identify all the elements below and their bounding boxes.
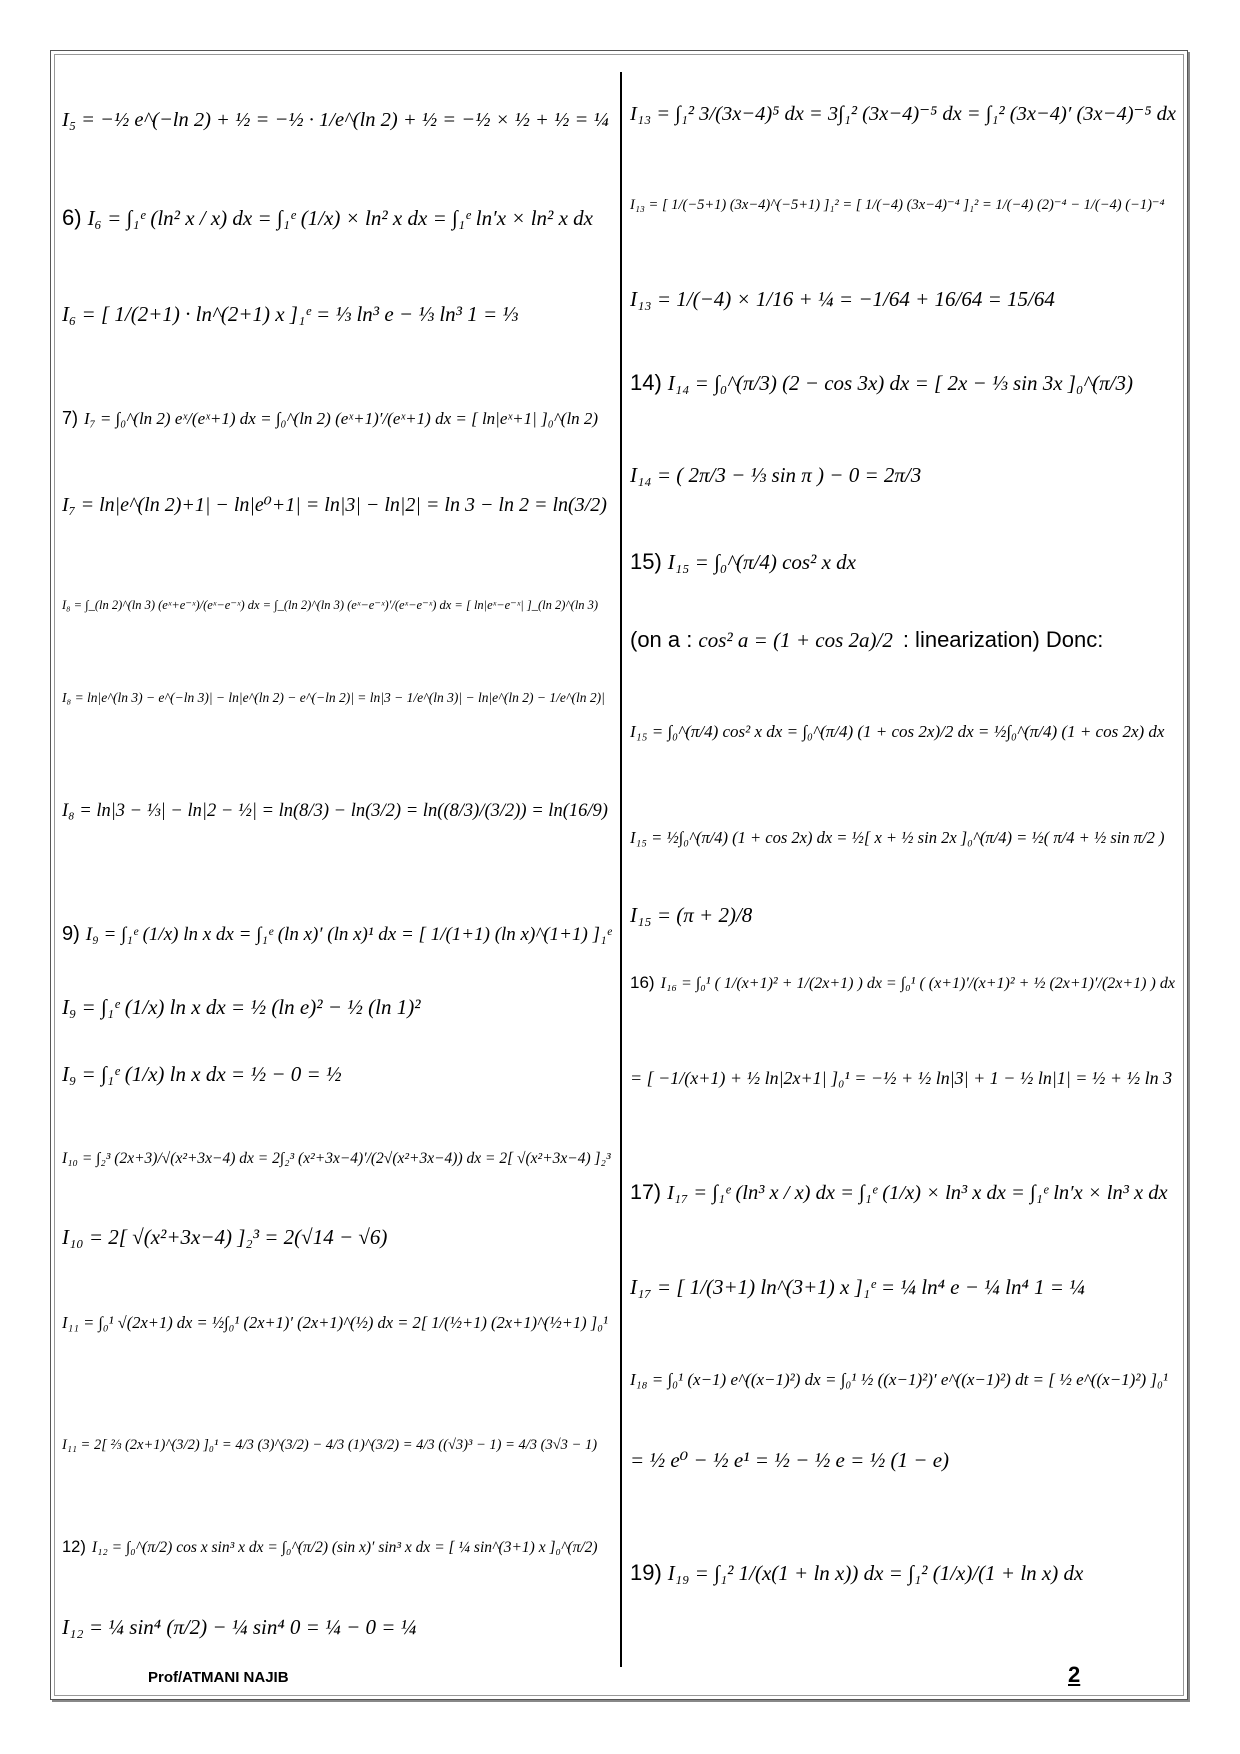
equation-line xyxy=(630,903,752,928)
exercise-number: (on a : xyxy=(630,627,693,652)
equation: I₁₅ = ∫₀^(π/4) cos² x dx xyxy=(667,550,856,574)
equation-line xyxy=(62,598,598,613)
equation: I₁₁ = 2[ ⅔ (2x+1)^(3/2) ]₀¹ = 4/3 (3)^(3/2) − 4/3 (1)^(3/2) = 4/3 ((√3)³ − 1) = 4/3 (3√3 − 1) xyxy=(62,1437,598,1453)
equation-line xyxy=(630,102,1176,127)
equation-line xyxy=(630,1275,1085,1300)
equation: = ½ e⁰ − ½ e¹ = ½ − ½ e = ½ (1 − e) xyxy=(630,1448,950,1472)
equation: I₁₅ = ∫₀^(π/4) cos² x dx = ∫₀^(π/4) (1 + cos 2x)/2 dx = ½∫₀^(π/4) (1 + cos 2x) dx xyxy=(630,722,1165,741)
note-text: : linearization) Donc: xyxy=(902,627,1104,652)
exercise-number: 17) xyxy=(630,1180,662,1204)
equation-line xyxy=(62,690,605,706)
equation-line xyxy=(62,1225,387,1250)
equation: I₆ = ∫₁ᵉ (ln² x / x) dx = ∫₁ᵉ (1/x) × ln² x dx = ∫₁ᵉ ln′x × ln² x dx xyxy=(87,206,593,230)
equation: I₁₄ = ∫₀^(π/3) (2 − cos 3x) dx = [ 2x − ⅓ sin 3x ]₀^(π/3) xyxy=(667,371,1133,395)
equation-line xyxy=(62,1150,611,1169)
exercise-number: 15) xyxy=(630,549,662,574)
equation-line xyxy=(630,973,1175,993)
equation: I₉ = ∫₁ᵉ (1/x) ln x dx = ½ − 0 = ½ xyxy=(62,1062,342,1086)
equation: I₇ = ∫₀^(ln 2) eˣ/(eˣ+1) dx = ∫₀^(ln 2) (eˣ+1)′/(eˣ+1) dx = [ ln|eˣ+1| ]₀^(ln 2) xyxy=(84,409,599,428)
exercise-number: 12) xyxy=(62,1538,86,1556)
equation: I₉ = ∫₁ᵉ (1/x) ln x dx = ½ (ln e)² − ½ (ln 1)² xyxy=(62,995,421,1019)
equation-line xyxy=(62,108,609,133)
equation-line xyxy=(630,463,921,488)
equation: I₁₉ = ∫₁² 1/(x(1 + ln x)) dx = ∫₁² (1/x)/(1 + ln x) dx xyxy=(667,1561,1084,1585)
equation-line xyxy=(630,627,1103,653)
equation: I₈ = ln|e^(ln 3) − e^(−ln 3)| − ln|e^(ln 2) − e^(−ln 2)| = ln|3 − 1/e^(ln 3)| − ln|e^(ln 2) − 1/e^(ln 2)| xyxy=(62,690,605,705)
equation-line xyxy=(62,1615,416,1640)
exercise-number: 6) xyxy=(62,205,82,230)
equation-line xyxy=(630,722,1164,742)
equation: I₈ = ln|3 − ⅓| − ln|2 − ½| = ln(8/3) − ln(3/2) = ln((8/3)/(3/2)) = ln(16/9) xyxy=(62,801,608,821)
equation: I₆ = [ 1/(2+1) · ln^(2+1) x ]₁ᵉ = ⅓ ln³ e − ⅓ ln³ 1 = ⅓ xyxy=(62,302,519,326)
equation: I₁₃ = [ 1/(−5+1) (3x−4)^(−5+1) ]₁² = [ 1/(−4) (3x−4)⁻⁴ ]₁² = 1/(−4) (2)⁻⁴ − 1/(−4) (−1)⁻⁴ xyxy=(630,197,1165,213)
equation: I₁₇ = [ 1/(3+1) ln^(3+1) x ]₁ᵉ = ¼ ln⁴ e − ¼ ln⁴ 1 = ¼ xyxy=(630,1275,1085,1299)
page-number: 2 xyxy=(1068,1662,1081,1687)
equation: I₉ = ∫₁ᵉ (1/x) ln x dx = ∫₁ᵉ (ln x)′ (ln x)¹ dx = [ 1/(1+1) (ln x)^(1+1) ]₁ᵉ xyxy=(85,924,612,945)
equation-line xyxy=(62,1313,608,1333)
equation-line xyxy=(630,1180,1168,1206)
equation-line xyxy=(62,1538,598,1558)
equation-line xyxy=(62,922,612,947)
equation: I₁₃ = ∫₁² 3/(3x−4)⁵ dx = 3∫₁² (3x−4)⁻⁵ dx = ∫₁² (3x−4)′ (3x−4)⁻⁵ dx xyxy=(630,103,1176,125)
equation-line xyxy=(62,800,608,822)
equation: I₁₁ = ∫₀¹ √(2x+1) dx = ½∫₀¹ (2x+1)′ (2x+1)^(½) dx = 2[ 1/(½+1) (2x+1)^(½+1) ]₀¹ xyxy=(62,1313,608,1332)
equation-line xyxy=(62,302,518,327)
equation: I₁₀ = 2[ √(x²+3x−4) ]₂³ = 2(√14 − √6) xyxy=(62,1225,388,1249)
equation: I₁₅ = (π + 2)/8 xyxy=(630,903,753,927)
equation: I₁₂ = ¼ sin⁴ (π/2) − ¼ sin⁴ 0 = ¼ − 0 = ¼ xyxy=(62,1615,417,1639)
equation-line xyxy=(62,205,593,231)
equation-line xyxy=(62,1437,597,1454)
equation: I₁₄ = ( 2π/3 − ⅓ sin π ) − 0 = 2π/3 xyxy=(630,463,922,487)
equation: I₁₅ = ½∫₀^(π/4) (1 + cos 2x) dx = ½[ x + ½ sin 2x ]₀^(π/4) = ½( π/4 + ½ sin π/2 ) xyxy=(630,828,1165,847)
exercise-number: 9) xyxy=(62,923,80,945)
equation-line xyxy=(62,408,598,430)
equation-line xyxy=(62,995,421,1020)
exercise-number: 14) xyxy=(630,370,662,395)
equation: I₈ = ∫_(ln 2)^(ln 3) (eˣ+e⁻ˣ)/(eˣ−e⁻ˣ) dx = ∫_(ln 2)^(ln 3) (eˣ−e⁻ˣ)′/(eˣ−e⁻ˣ) dx = [ ln|eˣ−e⁻ˣ| ]_(ln 2)^(ln 3) xyxy=(62,598,599,612)
equation: I₅ = −½ e^(−ln 2) + ½ = −½ · 1/e^(ln 2) + ½ = −½ × ½ + ½ = ¼ xyxy=(62,109,609,131)
equation-line xyxy=(630,1068,1172,1090)
equation-line xyxy=(630,828,1164,848)
equation-line xyxy=(630,370,1133,396)
equation-line xyxy=(630,549,856,575)
equation-line xyxy=(630,287,1055,312)
equation: I₁₆ = ∫₀¹ ( 1/(x+1)² + 1/(2x+1) ) dx = ∫₀¹ ( (x+1)′/(x+1)² + ½ (2x+1)′/(2x+1) ) dx xyxy=(660,975,1175,992)
equation: I₁₈ = ∫₀¹ (x−1) e^((x−1)²) dx = ∫₀¹ ½ ((x−1)²)′ e^((x−1)²) dt = [ ½ e^((x−1)²) ]₀¹ xyxy=(630,1370,1168,1389)
exercise-number: 16) xyxy=(630,973,655,992)
equation: I₁₂ = ∫₀^(π/2) cos x sin³ x dx = ∫₀^(π/2) (sin x)′ sin³ x dx = [ ¼ sin^(3+1) x ]₀^(π/2) xyxy=(91,1539,598,1556)
equation: I₁₀ = ∫₂³ (2x+3)/√(x²+3x−4) dx = 2∫₂³ (x²+3x−4)′/(2√(x²+3x−4)) dx = 2[ √(x²+3x−4) ]₂³ xyxy=(62,1150,611,1167)
exercise-number: 7) xyxy=(62,408,79,428)
exercise-number: 19) xyxy=(630,1560,662,1585)
equation: I₁₃ = 1/(−4) × 1/16 + ¼ = −1/64 + 16/64 = 15/64 xyxy=(630,287,1055,311)
equation: cos² a = (1 + cos 2a)/2 xyxy=(698,628,893,652)
column-divider xyxy=(620,72,622,1667)
equation-line xyxy=(62,493,607,517)
equation-line xyxy=(630,197,1165,214)
equation: I₇ = ln|e^(ln 2)+1| − ln|e⁰+1| = ln|3| − ln|2| = ln 3 − ln 2 = ln(3/2) xyxy=(62,494,607,516)
equation: I₁₇ = ∫₁ᵉ (ln³ x / x) dx = ∫₁ᵉ (1/x) × ln³ x dx = ∫₁ᵉ ln′x × ln³ x dx xyxy=(667,1182,1168,1204)
footer-author: Prof/ATMANI NAJIB xyxy=(148,1669,289,1686)
equation-line xyxy=(630,1560,1083,1586)
equation-line xyxy=(62,1062,342,1087)
equation: = [ −1/(x+1) + ½ ln|2x+1| ]₀¹ = −½ + ½ ln|3| + 1 − ½ ln|1| = ½ + ½ ln 3 xyxy=(630,1068,1173,1088)
equation-line xyxy=(630,1448,949,1473)
equation-line xyxy=(630,1370,1168,1390)
